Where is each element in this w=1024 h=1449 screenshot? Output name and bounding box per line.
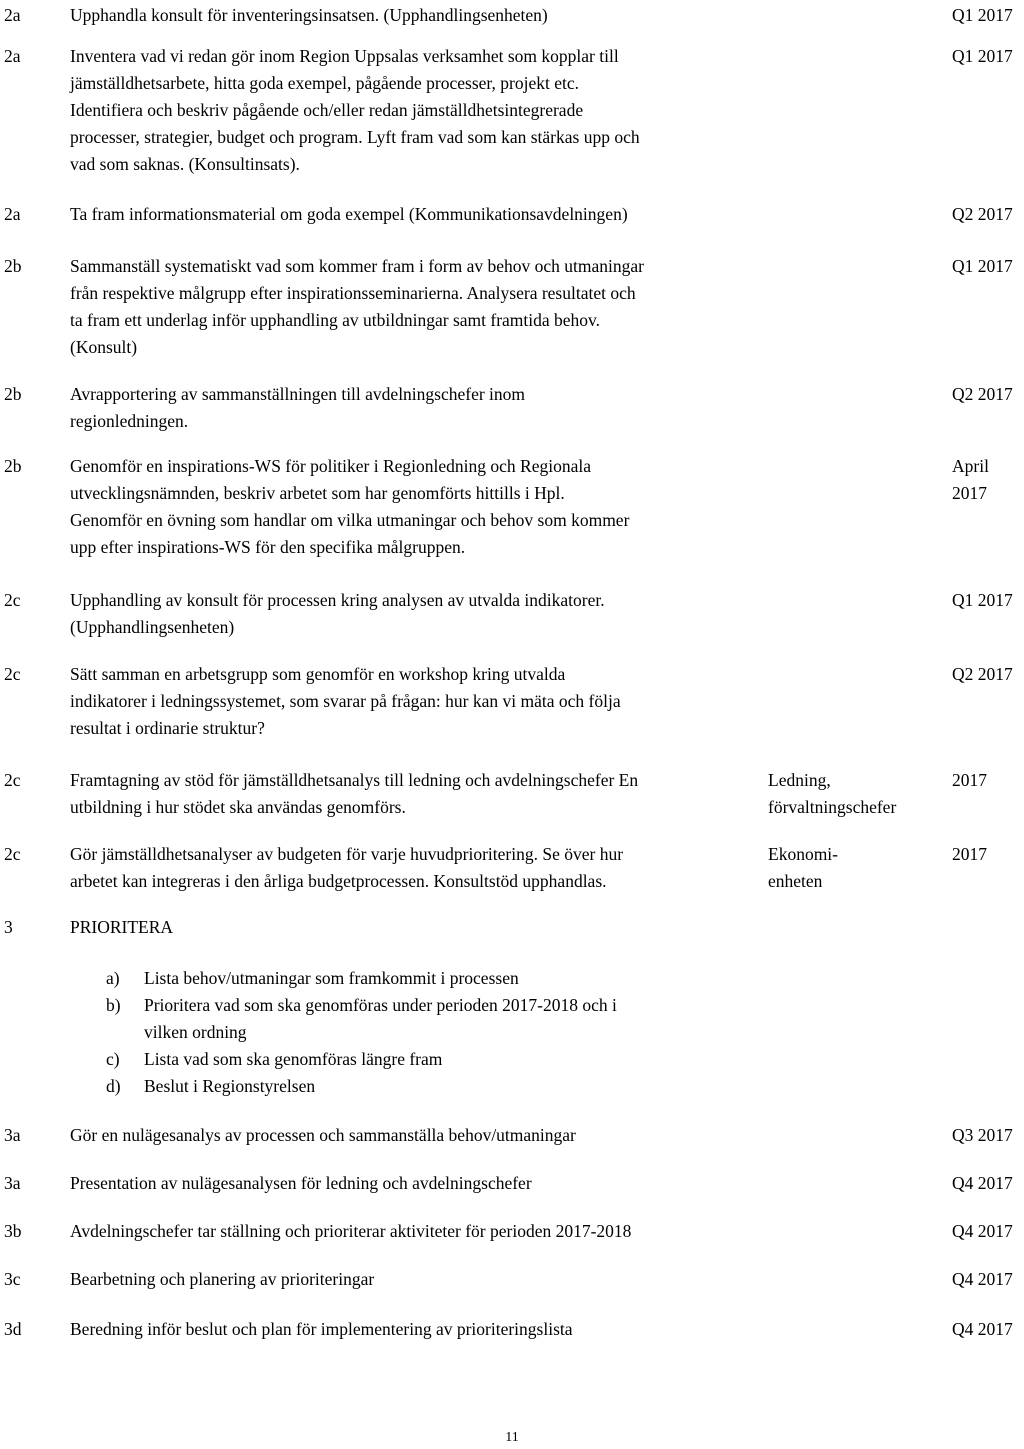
row-id: 2a	[4, 204, 21, 224]
activity-line: indikatorer i ledningssystemet, som svarar på frågan: hur kan vi mäta och följa	[70, 691, 621, 711]
activity-line: utvecklingsnämnden, beskriv arbetet som har genomförts hittills i Hpl.	[70, 483, 565, 503]
activity-line: Bearbetning och planering av prioriteringar	[70, 1269, 375, 1289]
row-id: 2b	[4, 456, 22, 476]
time-cell	[952, 453, 1024, 507]
time-line: 2017	[952, 770, 987, 790]
priority-list-item	[106, 1073, 756, 1100]
row-id: 2c	[4, 770, 21, 790]
responsible-line: enheten	[768, 871, 823, 891]
row-id: 2a	[4, 46, 21, 66]
activity-line: arbetet kan integreras i den årliga budgetprocessen. Konsultstöd upphandlas.	[70, 871, 607, 891]
list-item-line: Beslut i Regionstyrelsen	[144, 1076, 316, 1096]
time-cell	[952, 201, 1024, 228]
activity-line: (Upphandlingsenheten)	[70, 617, 235, 637]
activity-text	[70, 661, 760, 742]
activity-line: utbildning i hur stödet ska användas genomförs.	[70, 797, 406, 817]
activity-line: Presentation av nulägesanalysen för ledning och avdelningschefer	[70, 1173, 532, 1193]
row-id: 2c	[4, 590, 21, 610]
time-cell	[952, 1122, 1024, 1149]
activity-line: ta fram ett underlag inför upphandling av utbildningar samt framtida behov.	[70, 310, 601, 330]
time-line: Q2 2017	[952, 384, 1013, 404]
activity-line: Gör en nulägesanalys av processen och sammanställa behov/utmaningar	[70, 1125, 576, 1145]
time-cell	[952, 841, 1024, 868]
time-line: Q4 2017	[952, 1173, 1013, 1193]
list-item-text	[144, 992, 756, 1046]
activity-line: Avdelningschefer tar ställning och prioriterar aktiviteter för perioden 2017-2018	[70, 1221, 632, 1241]
activity-line: regionledningen.	[70, 411, 189, 431]
list-marker: b)	[106, 995, 121, 1015]
row-id: 3a	[4, 1125, 21, 1145]
activity-line: Avrapportering av sammanställningen till avdelningschefer inom	[70, 384, 526, 404]
row-id: 2c	[4, 844, 21, 864]
activity-text	[70, 914, 760, 941]
list-item-text	[144, 1046, 756, 1073]
activity-line: jämställdhetsarbete, hitta goda exempel, pågående processer, projekt etc.	[70, 73, 580, 93]
list-item-text	[144, 965, 756, 992]
priority-list-item	[106, 965, 756, 992]
list-item-line: vilken ordning	[144, 1022, 247, 1042]
list-marker: c)	[106, 1049, 120, 1069]
activity-text	[70, 1122, 760, 1149]
time-cell	[952, 1170, 1024, 1197]
activity-text	[70, 1170, 760, 1197]
time-line: Q4 2017	[952, 1221, 1013, 1241]
list-marker: a)	[106, 968, 120, 988]
activity-line: vad som saknas. (Konsultinsats).	[70, 154, 300, 174]
time-line: Q1 2017	[952, 5, 1013, 25]
activity-line: Inventera vad vi redan gör inom Region Uppsalas verksamhet som kopplar till	[70, 46, 619, 66]
activity-text	[70, 253, 760, 361]
time-line: Q1 2017	[952, 590, 1013, 610]
activity-line: Genomför en övning som handlar om vilka utmaningar och behov som kommer	[70, 510, 630, 530]
time-cell	[952, 43, 1024, 70]
activity-text	[70, 2, 760, 29]
activity-line: Upphandling av konsult för processen kring analysen av utvalda indikatorer.	[70, 590, 605, 610]
row-id: 3	[4, 917, 13, 937]
time-cell	[952, 1218, 1024, 1245]
row-id: 2a	[4, 5, 21, 25]
list-marker: d)	[106, 1076, 121, 1096]
responsible-line: förvaltningschefer	[768, 797, 897, 817]
activity-line: Framtagning av stöd för jämställdhetsanalys till ledning och avdelningschefer En	[70, 770, 639, 790]
priority-list-item	[106, 992, 756, 1046]
row-id: 3b	[4, 1221, 22, 1241]
time-cell	[952, 2, 1024, 29]
row-id: 3d	[4, 1319, 22, 1339]
responsible-line: Ekonomi-	[768, 844, 838, 864]
row-id: 2b	[4, 256, 22, 276]
activity-line: Gör jämställdhetsanalyser av budgeten för varje huvudprioritering. Se över hur	[70, 844, 624, 864]
time-line: April	[952, 456, 989, 476]
row-id: 2c	[4, 664, 21, 684]
time-cell	[952, 1266, 1024, 1293]
activity-text	[70, 1218, 760, 1245]
row-id: 2b	[4, 384, 22, 404]
activity-line: (Konsult)	[70, 337, 138, 357]
activity-line: upp efter inspirations-WS för den specifika målgruppen.	[70, 537, 466, 557]
list-item-line: Lista behov/utmaningar som framkommit i processen	[144, 968, 519, 988]
list-item-line: Prioritera vad som ska genomföras under perioden 2017-2018 och i	[144, 995, 617, 1015]
time-line: Q3 2017	[952, 1125, 1013, 1145]
time-line: Q1 2017	[952, 46, 1013, 66]
row-id: 3c	[4, 1269, 21, 1289]
time-line: Q4 2017	[952, 1319, 1013, 1339]
time-cell	[952, 1316, 1024, 1343]
activity-text	[70, 767, 760, 821]
row-id: 3a	[4, 1173, 21, 1193]
list-item-text	[144, 1073, 756, 1100]
time-line: Q2 2017	[952, 664, 1013, 684]
time-cell	[952, 253, 1024, 280]
activity-text	[70, 453, 760, 561]
time-line: Q1 2017	[952, 256, 1013, 276]
activity-line: Ta fram informationsmaterial om goda exempel (Kommunikationsavdelningen)	[70, 204, 628, 224]
responsible-cell	[768, 767, 948, 821]
activity-text	[70, 201, 760, 228]
priority-list-item	[106, 1046, 756, 1073]
activity-text	[70, 841, 760, 895]
priority-list	[106, 965, 756, 1100]
activity-text	[70, 1316, 760, 1343]
page-number: 11	[505, 1430, 519, 1445]
time-cell	[952, 661, 1024, 688]
responsible-cell	[768, 841, 948, 895]
time-line: 2017	[952, 483, 987, 503]
activity-line: PRIORITERA	[70, 917, 174, 937]
time-cell	[952, 587, 1024, 614]
activity-text	[70, 381, 760, 435]
activity-line: Upphandla konsult för inventeringsinsatsen. (Upphandlingsenheten)	[70, 5, 548, 25]
activity-text	[70, 1266, 760, 1293]
responsible-line: Ledning,	[768, 770, 831, 790]
activity-line: Genomför en inspirations-WS för politiker i Regionledning och Regionala	[70, 456, 592, 476]
activity-line: Sätt samman en arbetsgrupp som genomför en workshop kring utvalda	[70, 664, 566, 684]
activity-line: processer, strategier, budget och program. Lyft fram vad som kan stärkas upp och	[70, 127, 640, 147]
activity-line: Sammanställ systematiskt vad som kommer fram i form av behov och utmaningar	[70, 256, 644, 276]
time-cell	[952, 381, 1024, 408]
activity-text	[70, 43, 760, 178]
time-line: 2017	[952, 844, 987, 864]
activity-text	[70, 587, 760, 641]
time-line: Q4 2017	[952, 1269, 1013, 1289]
time-cell	[952, 767, 1024, 794]
time-line: Q2 2017	[952, 204, 1013, 224]
activity-line: Identifiera och beskriv pågående och/eller redan jämställdhetsintegrerade	[70, 100, 584, 120]
activity-line: resultat i ordinarie struktur?	[70, 718, 265, 738]
activity-line: Beredning inför beslut och plan för implementering av prioriteringslista	[70, 1319, 573, 1339]
activity-line: från respektive målgrupp efter inspirationsseminarierna. Analysera resultatet och	[70, 283, 636, 303]
list-item-line: Lista vad som ska genomföras längre fram	[144, 1049, 443, 1069]
